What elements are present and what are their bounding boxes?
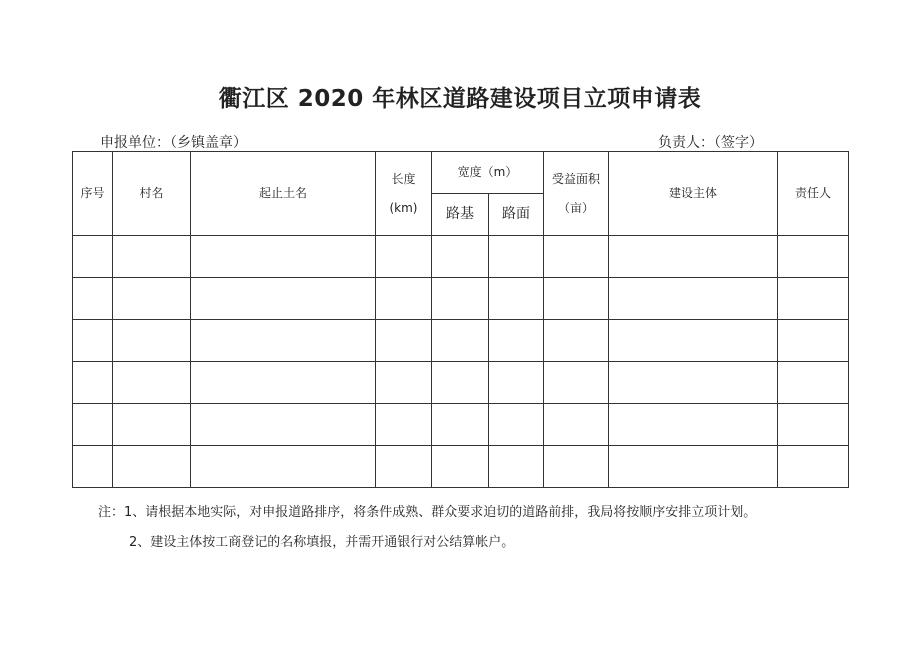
cell-village bbox=[113, 278, 191, 320]
cell-person bbox=[778, 236, 849, 278]
table-row bbox=[73, 446, 849, 488]
cell-width-base bbox=[432, 320, 489, 362]
header-length bbox=[376, 152, 432, 236]
header-seq: 序号 bbox=[73, 152, 113, 236]
cell-seq bbox=[73, 404, 113, 446]
cell-start-end bbox=[191, 362, 376, 404]
header-width-surface: 路面 bbox=[489, 194, 544, 236]
cell-person bbox=[778, 404, 849, 446]
cell-width-base bbox=[432, 236, 489, 278]
header-village: 村名 bbox=[113, 152, 191, 236]
cell-person bbox=[778, 320, 849, 362]
notes-section bbox=[98, 498, 858, 558]
header-area bbox=[544, 152, 609, 236]
cell-width-surface bbox=[489, 362, 544, 404]
table-row bbox=[73, 362, 849, 404]
header-area-label: 受益面积 bbox=[552, 172, 601, 187]
cell-person bbox=[778, 278, 849, 320]
cell-start-end bbox=[191, 404, 376, 446]
table-row bbox=[73, 320, 849, 362]
cell-builder bbox=[609, 404, 778, 446]
applicant-label: 申报单位：（乡镇盖章） bbox=[100, 135, 247, 151]
cell-area bbox=[544, 362, 609, 404]
header-area-unit: （亩） bbox=[558, 200, 595, 215]
cell-seq bbox=[73, 320, 113, 362]
application-table bbox=[72, 151, 849, 488]
cell-village bbox=[113, 362, 191, 404]
cell-area bbox=[544, 446, 609, 488]
cell-start-end bbox=[191, 278, 376, 320]
header-start-end: 起止土名 bbox=[191, 152, 376, 236]
cell-width-base bbox=[432, 278, 489, 320]
cell-start-end bbox=[191, 446, 376, 488]
cell-area bbox=[544, 320, 609, 362]
cell-seq bbox=[73, 278, 113, 320]
cell-village bbox=[113, 236, 191, 278]
cell-width-base bbox=[432, 404, 489, 446]
header-width-base: 路基 bbox=[432, 194, 489, 236]
cell-length bbox=[376, 446, 432, 488]
note-2: 2、建设主体按工商登记的名称填报，并需开通银行对公结算帐户。 bbox=[129, 535, 515, 550]
header-length-unit: (km) bbox=[389, 200, 418, 215]
cell-width-surface bbox=[489, 404, 544, 446]
cell-builder bbox=[609, 320, 778, 362]
cell-area bbox=[544, 404, 609, 446]
cell-start-end bbox=[191, 320, 376, 362]
table-row bbox=[73, 404, 849, 446]
responsible-label: 负责人：（签字） bbox=[658, 135, 763, 151]
cell-seq bbox=[73, 236, 113, 278]
cell-width-surface bbox=[489, 320, 544, 362]
page-title: 衢江区 2020 年林区道路建设项目立项申请表 bbox=[218, 86, 702, 112]
cell-person bbox=[778, 362, 849, 404]
cell-seq bbox=[73, 446, 113, 488]
table-row bbox=[73, 278, 849, 320]
header-person: 责任人 bbox=[778, 152, 849, 236]
note-1: 注：1、请根据本地实际，对申报道路排序，将条件成熟、群众要求迫切的道路前排，我局将按顺序安排立项计划。 bbox=[98, 505, 757, 520]
cell-seq bbox=[73, 362, 113, 404]
cell-builder bbox=[609, 362, 778, 404]
cell-village bbox=[113, 320, 191, 362]
table-row bbox=[73, 236, 849, 278]
cell-width-base bbox=[432, 362, 489, 404]
cell-width-surface bbox=[489, 278, 544, 320]
cell-width-base bbox=[432, 446, 489, 488]
cell-length bbox=[376, 362, 432, 404]
header-builder: 建设主体 bbox=[609, 152, 778, 236]
cell-length bbox=[376, 236, 432, 278]
cell-village bbox=[113, 446, 191, 488]
cell-area bbox=[544, 278, 609, 320]
cell-length bbox=[376, 404, 432, 446]
cell-builder bbox=[609, 278, 778, 320]
cell-village bbox=[113, 404, 191, 446]
cell-person bbox=[778, 446, 849, 488]
cell-width-surface bbox=[489, 446, 544, 488]
cell-width-surface bbox=[489, 236, 544, 278]
cell-builder bbox=[609, 446, 778, 488]
cell-length bbox=[376, 320, 432, 362]
cell-start-end bbox=[191, 236, 376, 278]
cell-builder bbox=[609, 236, 778, 278]
header-length-label: 长度 bbox=[391, 172, 416, 187]
cell-area bbox=[544, 236, 609, 278]
cell-length bbox=[376, 278, 432, 320]
header-width: 宽度（m） bbox=[432, 152, 544, 194]
